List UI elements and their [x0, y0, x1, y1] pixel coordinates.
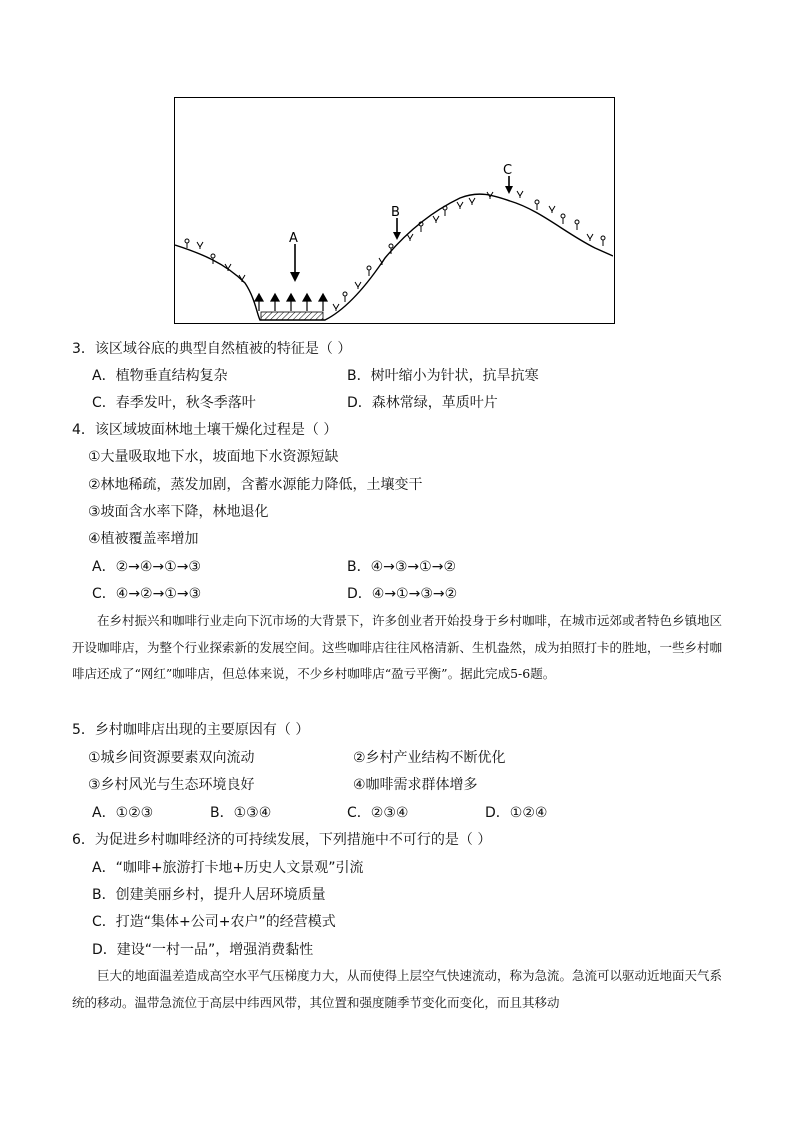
- q5-statement-3: ③乡村风光与生态环境良好: [88, 777, 255, 793]
- q3-option-c[interactable]: C．春季发叶，秋冬季落叶: [92, 395, 256, 411]
- q5-option-b[interactable]: B．①③④: [210, 805, 272, 821]
- arrow-b: [393, 218, 401, 240]
- q3-stem: 3．该区域谷底的典型自然植被的特征是（ ）: [72, 341, 352, 357]
- label-a: A: [289, 231, 298, 246]
- q5-statement-2: ②乡村产业结构不断优化: [353, 750, 506, 766]
- q3-option-a[interactable]: A．植物垂直结构复杂: [92, 368, 228, 384]
- q4-option-a[interactable]: A．②→④→①→③: [92, 559, 201, 575]
- passage-jet-stream: 巨大的地面温差造成高空水平气压梯度力大，从而使得上层空气快速流动，称为急流。急流可以驱动近地面天气系统的移动。温带急流位于高层中纬西风带，其位置和强度随季节变化而变化，而且其移动: [72, 968, 723, 1010]
- terrain-svg: [175, 98, 613, 322]
- q4-statement-4: ④植被覆盖率增加: [88, 531, 199, 547]
- q6-option-c[interactable]: C．打造“集体+公司+农户”的经营模式: [92, 914, 336, 930]
- arrow-c: [505, 176, 513, 194]
- q5-option-a[interactable]: A．①②③: [92, 805, 154, 821]
- q5-stem: 5．乡村咖啡店出现的主要原因有（ ）: [72, 722, 310, 738]
- arrow-a: [290, 244, 300, 282]
- label-c: C: [503, 163, 513, 178]
- q3-option-b[interactable]: B．树叶缩小为针状，抗旱抗寒: [347, 368, 539, 384]
- q4-option-d[interactable]: D．④→①→③→②: [347, 586, 458, 602]
- q6-option-b[interactable]: B．创建美丽乡村，提升人居环境质量: [92, 887, 326, 903]
- label-b: B: [391, 205, 400, 220]
- q3-option-d[interactable]: D．森林常绿，革质叶片: [347, 395, 498, 411]
- valley-floor-hatch: [261, 312, 323, 320]
- q6-option-d[interactable]: D．建设“一村一品”，增强消费黏性: [92, 942, 314, 958]
- valley-up-arrows: [255, 294, 327, 311]
- q4-stem: 4．该区域坡面林地土壤干燥化过程是（ ）: [72, 422, 338, 438]
- q5-option-c[interactable]: C．②③④: [347, 805, 409, 821]
- q6-option-a[interactable]: A．“咖啡+旅游打卡地+历史人文景观”引流: [92, 860, 364, 876]
- q5-statement-1: ①城乡间资源要素双向流动: [88, 750, 255, 766]
- q4-statement-1: ①大量吸取地下水，坡面地下水资源短缺: [88, 449, 339, 465]
- terrain-diagram: [174, 97, 615, 324]
- q4-statement-3: ③坡面含水率下降，林地退化: [88, 504, 269, 520]
- q4-option-c[interactable]: C．④→②→①→③: [92, 586, 202, 602]
- q4-option-b[interactable]: B．④→③→①→②: [347, 559, 456, 575]
- q5-option-d[interactable]: D．①②④: [485, 805, 548, 821]
- q6-stem: 6．为促进乡村咖啡经济的可持续发展，下列措施中不可行的是（ ）: [72, 832, 492, 848]
- q4-statement-2: ②林地稀疏，蒸发加剧，含蓄水源能力降低，土壤变干: [88, 477, 423, 493]
- q5-statement-4: ④咖啡需求群体增多: [353, 777, 478, 793]
- passage-rural-coffee: 在乡村振兴和咖啡行业走向下沉市场的大背景下，许多创业者开始投身于乡村咖啡，在城市远郊或者特色乡镇地区开设咖啡店，为整个行业探索新的发展空间。这些咖啡店往往风格清新、生机盎然，成为拍照打卡的胜地，一些乡村咖啡店还成了“网红”咖啡店，但总体来说，不少乡村咖啡店“盈亏平衡”。据此完成5-6题。: [72, 613, 723, 681]
